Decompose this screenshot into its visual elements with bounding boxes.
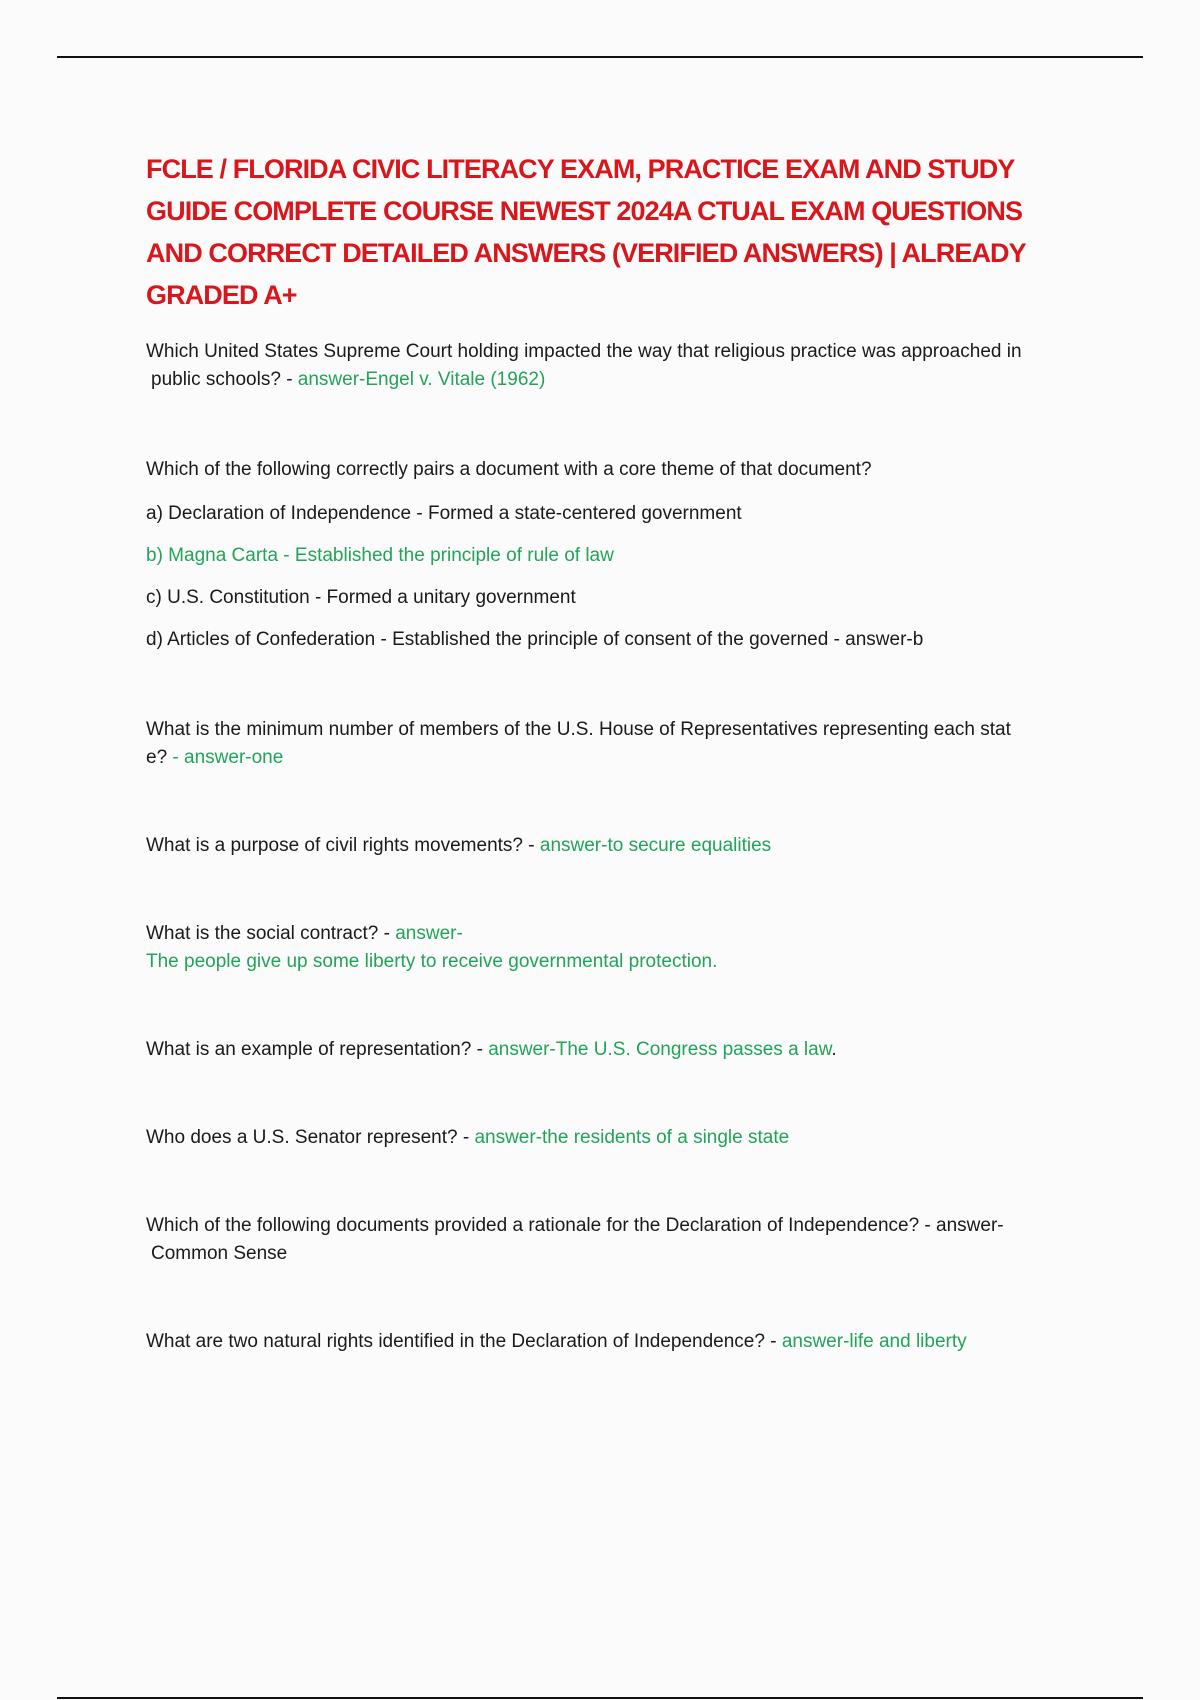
qa-item-8 xyxy=(146,1212,1096,1268)
document-body xyxy=(146,148,1096,1356)
question-text: e? xyxy=(146,747,173,768)
question-text: What is a purpose of civil rights movements? - xyxy=(146,835,540,856)
question-text: Which of the following documents provided a rationale for the Declaration of Independence? - answer- xyxy=(146,1215,1004,1236)
question-continuation xyxy=(146,366,1096,394)
question-text: What is the minimum number of members of the U.S. House of Representatives representing each stat xyxy=(146,719,1011,740)
question-continuation xyxy=(146,744,1096,772)
qa-item-2 xyxy=(146,456,1096,654)
question-text: public schools? - xyxy=(151,369,298,390)
question-line xyxy=(146,832,1096,860)
answer-text: answer-the residents of a single state xyxy=(474,1127,790,1148)
question-text: What is the social contract? - xyxy=(146,923,396,944)
qa-item-1 xyxy=(146,338,1096,394)
qa-item-9 xyxy=(146,1328,1096,1356)
bottom-rule xyxy=(57,1697,1143,1699)
answer-text: answer-life and liberty xyxy=(781,1331,967,1352)
answer-text: answer-to secure equalities xyxy=(539,835,772,856)
answer-text: Common Sense xyxy=(151,1243,288,1264)
option-c: c) U.S. Constitution - Formed a unitary government xyxy=(146,587,576,608)
qa-item-4 xyxy=(146,832,1096,860)
title-line-3: AND CORRECT DETAILED ANSWERS (VERIFIED ANSWERS) | ALREADY xyxy=(146,238,1026,268)
qa-item-5 xyxy=(146,920,1096,976)
qa-item-6 xyxy=(146,1036,1096,1064)
answer-text: answer-The U.S. Congress passes a law xyxy=(488,1039,832,1060)
title-line-1: FCLE / FLORIDA CIVIC LITERACY EXAM, PRACTICE EXAM AND STUDY xyxy=(146,154,1015,184)
option-a: a) Declaration of Independence - Formed a state-centered government xyxy=(146,503,742,524)
period: . xyxy=(831,1039,837,1060)
answer-text: answer-Engel v. Vitale (1962) xyxy=(297,369,546,390)
title-line-4: GRADED A+ xyxy=(146,280,297,310)
question-line xyxy=(146,1328,1096,1356)
document-title xyxy=(146,148,1096,316)
question-text: Who does a U.S. Senator represent? - xyxy=(146,1127,475,1148)
top-rule xyxy=(57,56,1143,58)
qa-item-3 xyxy=(146,716,1096,772)
qa-list xyxy=(146,338,1096,1356)
option-d: d) Articles of Confederation - Established the principle of consent of the governed - answer-b xyxy=(146,629,924,650)
question-text: Which United States Supreme Court holding impacted the way that religious practice was approached in xyxy=(146,341,1022,362)
answer-text: The people give up some liberty to receive governmental protection. xyxy=(146,951,718,972)
option-b: b) Magna Carta - Established the principle of rule of law xyxy=(146,545,614,566)
question-text: What is an example of representation? - xyxy=(146,1039,489,1060)
qa-item-7 xyxy=(146,1124,1096,1152)
question-line xyxy=(146,920,1096,948)
question-line xyxy=(146,1036,1096,1064)
question-text: What are two natural rights identified in the Declaration of Independence? - xyxy=(146,1331,782,1352)
question-line xyxy=(146,1124,1096,1152)
title-line-2: GUIDE COMPLETE COURSE NEWEST 2024A CTUAL EXAM QUESTIONS xyxy=(146,196,1023,226)
question-text: Which of the following correctly pairs a document with a core theme of that document? xyxy=(146,459,872,480)
answer-text: - answer-one xyxy=(172,747,284,768)
answer-text: answer- xyxy=(395,923,463,944)
